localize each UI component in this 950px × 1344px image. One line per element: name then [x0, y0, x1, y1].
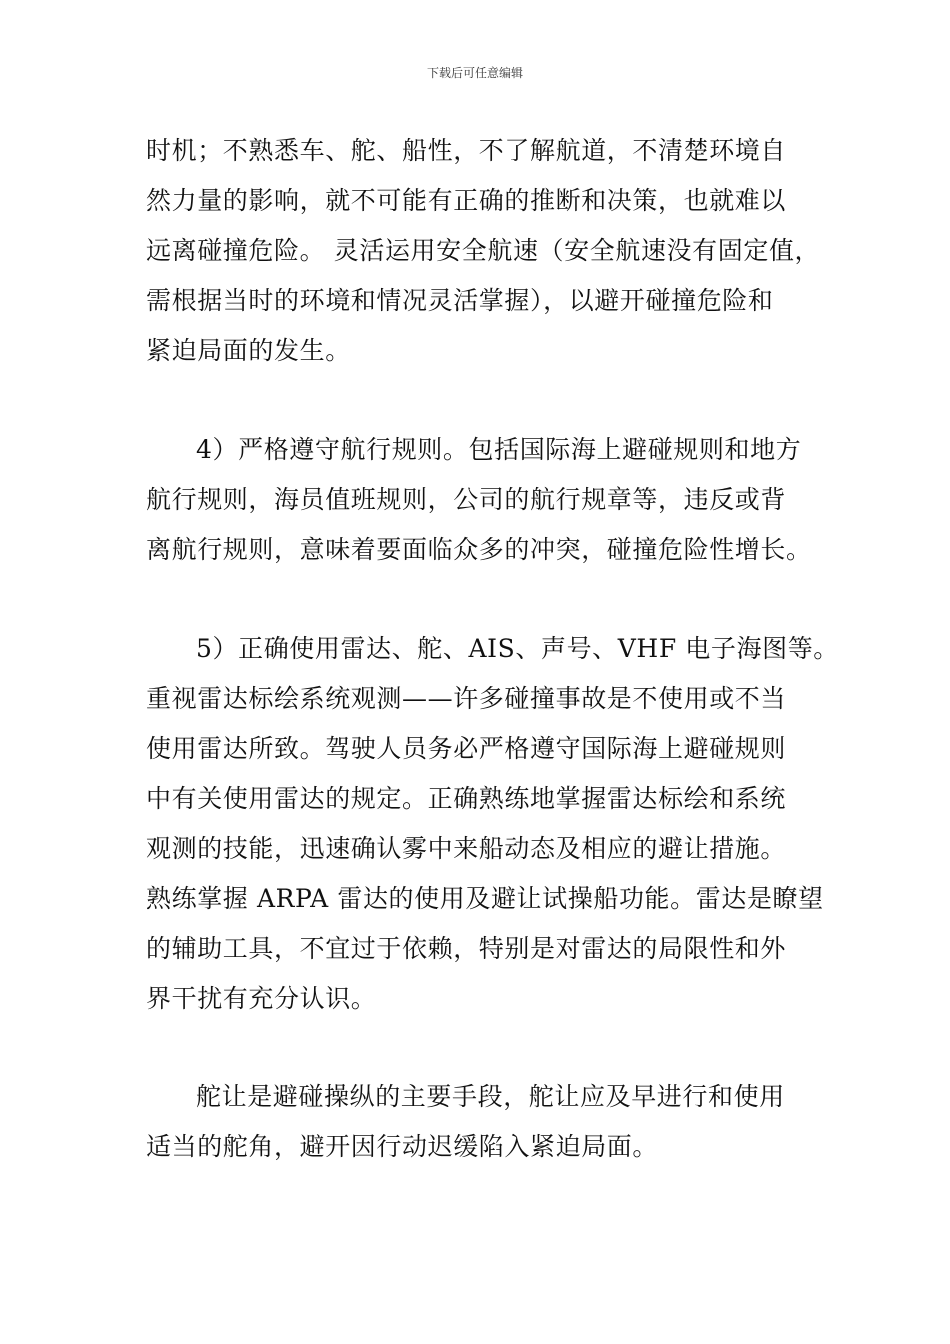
- body-line: 航行规则，海员值班规则，公司的航行规章等，违反或背: [146, 485, 787, 514]
- body-line: 使用雷达所致。驾驶人员务必严格遵守国际海上避碰规则: [146, 734, 787, 763]
- body-line: 离航行规则，意味着要面临众多的冲突，碰撞危险性增长。: [146, 535, 812, 564]
- body-line: 界干扰有充分认识。: [146, 984, 377, 1013]
- body-line: 需根据当时的环境和情况灵活掌握），以避开碰撞危险和: [146, 286, 774, 315]
- body-line: 熟练掌握 ARPA 雷达的使用及避让试操船功能。雷达是瞭望: [146, 884, 824, 913]
- body-line: 紧迫局面的发生。: [146, 336, 351, 365]
- body-line: 远离碰撞危险。 灵活运用安全航速（安全航速没有固定值，: [146, 236, 821, 265]
- page-header: 下载后可任意编辑: [426, 66, 523, 80]
- body-line: 舵让是避碰操纵的主要手段，舵让应及早进行和使用: [196, 1082, 785, 1111]
- body-line: 时机；不熟悉车、舵、船性，不了解航道，不清楚环境自: [146, 136, 787, 165]
- body-line: 重视雷达标绘系统观测——许多碰撞事故是不使用或不当: [146, 684, 787, 713]
- body-line: 的辅助工具，不宜过于依赖，特别是对雷达的局限性和外: [146, 934, 787, 963]
- body-line: 4）严格遵守航行规则。包括国际海上避碰规则和地方: [196, 435, 802, 464]
- body-line: 然力量的影响，就不可能有正确的推断和决策，也就难以: [146, 186, 787, 215]
- body-line: 中有关使用雷达的规定。正确熟练地掌握雷达标绘和系统: [146, 784, 787, 813]
- body-line: 适当的舵角，避开因行动迟缓陷入紧迫局面。: [146, 1132, 659, 1161]
- body-line: 5）正确使用雷达、舵、AIS、声号、VHF 电子海图等。: [196, 634, 839, 663]
- body-line: 观测的技能，迅速确认雾中来船动态及相应的避让措施。: [146, 834, 787, 863]
